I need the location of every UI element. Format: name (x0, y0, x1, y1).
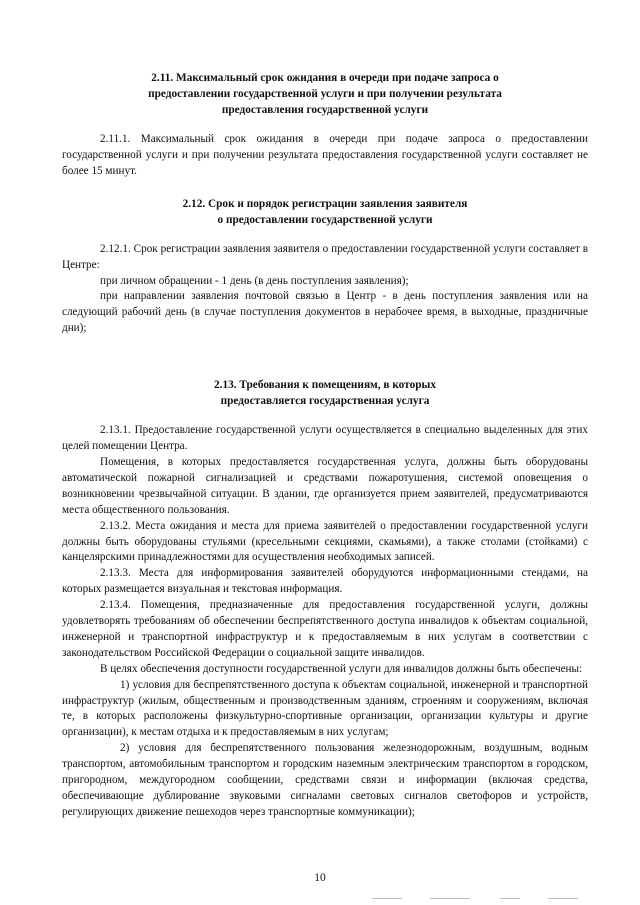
paragraph-2-11-1: 2.11.1. Максимальный срок ожидания в очереди при подаче запроса о предоставлении государственной услуги и при получении результата предоставления государственной услуги составляет не более 15 минут. (62, 133, 588, 177)
heading-line: о предоставлении государственной услуги (217, 213, 433, 226)
heading-line: предоставления государственной услуги (221, 104, 429, 116)
paragraph-2-13-3: 2.13.3. Места для информирования заявителей оборудуются информационными стендами, на которых размещается визуальная и текстовая информация. (62, 567, 588, 596)
paragraph-2-13-1: 2.13.1. Предоставление государственной услуги осуществляется в специально выделенных для этих целей помещении Центра. (62, 424, 588, 453)
paragraph-2-13-4: 2.13.4. Помещения, предназначенные для предоставления государственной услуги, должны удовлетворять требованиям об обеспечении беспрепятственного доступа инвалидов к объектам социальной, инженерной и транспортной инфраструктур и к предоставляемым в них услугам в соответствии с законодательством Российской Федерации о социальной защите инвалидов. (62, 599, 588, 659)
scan-artifact (430, 898, 470, 899)
paragraph-2-12-1: 2.12.1. Срок регистрации заявления заявителя о предоставлении государственной услуги составляет в Центре: (62, 242, 588, 271)
heading-line: 2.13. Требования к помещениям, в которых (214, 379, 436, 392)
section-heading-2-11 (62, 70, 588, 118)
paragraph-postal: при направлении заявления почтовой связью в Центр - в день поступления заявления или на следующий рабочий день (в случае поступления документов в нерабочее время, в выходные, праздничные дни); (62, 290, 588, 335)
heading-line: 2.12. Срок и порядок регистрации заявления заявителя (182, 197, 468, 210)
list-item-2: 2) условия для беспрепятственного пользования железнодорожным, воздушным, водным транспортом, автомобильным транспортом и городским наземным электрическим транспортом в городском, пригородном, междугородном сообщении, средствами связи и информации (включая средства, обеспечивающие дублирование звуковыми сигналами световых сигналов светофоров и устройств, регулирующих движение пешеходов через транспортные коммуникации); (62, 742, 588, 818)
heading-line: предоставляется государственная услуга (220, 395, 430, 408)
paragraph-premises: Помещения, в которых предоставляется государственная услуга, должны быть оборудованы автоматической пожарной сигнализацией и средствами пожаротушения, системой оповещения о возникновении чрезвычайной ситуации. В здании, где организуется прием заявителей, предусматриваются места общественного пользования. (62, 455, 588, 516)
document-page (62, 70, 588, 821)
section-heading-2-12 (62, 196, 588, 228)
scan-artifact (548, 898, 578, 899)
paragraph-2-13-2: 2.13.2. Места ожидания и места для приема заявителей о предоставлении государственной услуги должны быть оборудованы стульями (кресельными секциями, скамьями), а также столами (стойками) с канцелярскими принадлежностями для осуществления необходимых записей. (62, 519, 588, 564)
paragraph-personal-visit: при личном обращении - 1 день (в день поступления заявления); (100, 274, 409, 287)
heading-line: предоставлении государственной услуги и при получении результата (148, 88, 502, 100)
paragraph-accessibility: В целях обеспечения доступности государственной услуги для инвалидов должны быть обеспечены: (100, 662, 583, 675)
section-heading-2-13 (62, 377, 588, 409)
list-item-1: 1) условия для беспрепятственного доступа к объектам социальной, инженерной и транспортной инфраструктур (жилым, общественным и производственным зданиям, строениям и сооружениям, включая те, в которых расположены физкультурно-спортивные организации, организации культуры и другие организации), к местам отдыха и к предоставляемым в них услугам; (62, 678, 588, 739)
page-number: 10 (314, 872, 326, 884)
heading-line: 2.11. Максимальный срок ожидания в очереди при подаче запроса о (151, 72, 499, 84)
scan-artifact (500, 898, 520, 899)
scan-artifact (372, 898, 402, 899)
